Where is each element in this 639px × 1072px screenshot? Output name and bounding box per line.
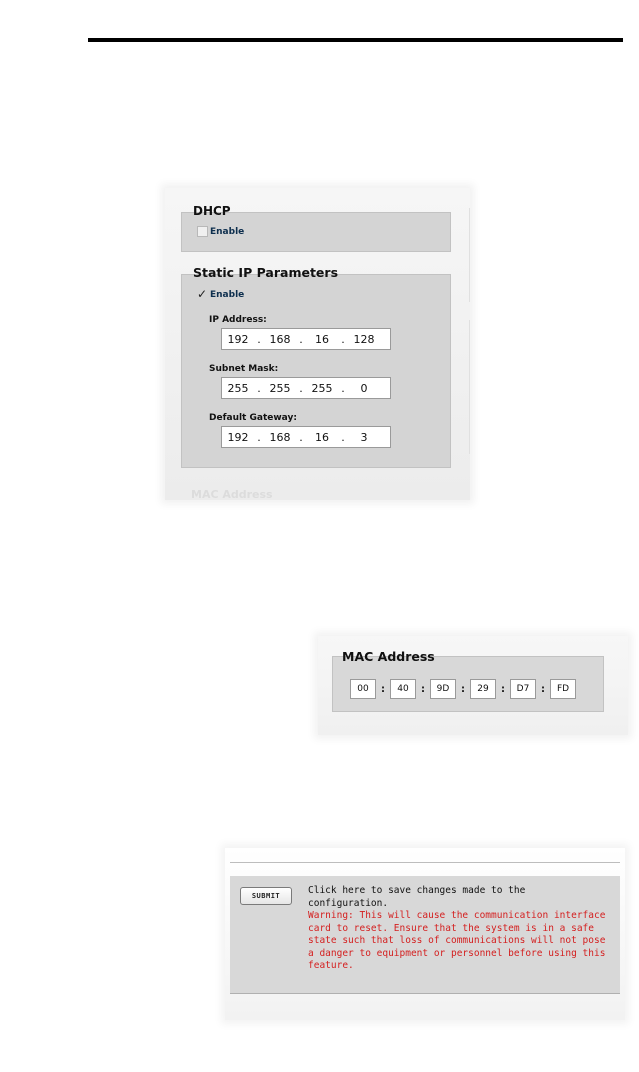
- default-gateway-octet-2[interactable]: 168: [269, 430, 291, 444]
- submit-warning-text: Warning: This will cause the communication interface card to reset. Ensure that the system is in a safe state such that loss of communications will not pose a danger to equipment or personnel before using this feature.: [308, 910, 606, 971]
- mac-address-snippet: [318, 636, 628, 735]
- octet-separator: .: [299, 381, 303, 395]
- ip-address-input[interactable]: [221, 328, 391, 350]
- submit-panel: [230, 876, 620, 994]
- ip-address-octet-4[interactable]: 128: [353, 332, 375, 346]
- divider: [230, 862, 620, 863]
- subnet-mask-octet-4[interactable]: 0: [360, 381, 368, 395]
- mac-address-legend: MAC Address: [342, 649, 435, 664]
- octet-separator: .: [341, 430, 345, 444]
- octet-separator: .: [299, 332, 303, 346]
- ip-address-octet-3[interactable]: 16: [315, 332, 329, 346]
- mac-address-fields: [350, 679, 576, 699]
- mac-separator: :: [421, 683, 425, 695]
- dhcp-legend: DHCP: [193, 204, 231, 218]
- octet-separator: .: [299, 430, 303, 444]
- mac-separator: :: [381, 683, 385, 695]
- mac-byte-1[interactable]: 00: [350, 679, 376, 699]
- ip-address-octet-2[interactable]: 168: [269, 332, 291, 346]
- top-rule: [88, 38, 623, 42]
- submit-description: [308, 885, 608, 973]
- ip-address-label: IP Address:: [209, 315, 267, 325]
- mac-byte-4[interactable]: 29: [470, 679, 496, 699]
- static-ip-enable-row[interactable]: [197, 289, 244, 300]
- submit-button[interactable]: SUBMIT: [240, 887, 292, 905]
- network-settings-snippet: [165, 188, 470, 500]
- mac-byte-5[interactable]: D7: [510, 679, 536, 699]
- subnet-mask-octet-2[interactable]: 255: [269, 381, 291, 395]
- octet-separator: .: [341, 332, 345, 346]
- mac-separator: :: [541, 683, 545, 695]
- mac-byte-3[interactable]: 9D: [430, 679, 456, 699]
- octet-separator: .: [257, 381, 261, 395]
- default-gateway-octet-3[interactable]: 16: [315, 430, 329, 444]
- mac-separator: :: [461, 683, 465, 695]
- mac-address-cutoff-label: MAC Address: [191, 488, 273, 500]
- default-gateway-octet-4[interactable]: 3: [360, 430, 368, 444]
- static-ip-legend: Static IP Parameters: [193, 265, 339, 280]
- submit-snippet: [225, 848, 625, 1020]
- ip-address-octet-1[interactable]: 192: [227, 332, 249, 346]
- subnet-mask-octet-3[interactable]: 255: [311, 381, 333, 395]
- right-column-edge: [469, 320, 470, 454]
- dhcp-enable-label: Enable: [210, 226, 245, 237]
- subnet-mask-octet-1[interactable]: 255: [227, 381, 249, 395]
- dhcp-enable-row[interactable]: [197, 226, 244, 237]
- subnet-mask-input[interactable]: [221, 377, 391, 399]
- mac-separator: :: [501, 683, 505, 695]
- default-gateway-label: Default Gateway:: [209, 413, 297, 423]
- octet-separator: .: [257, 430, 261, 444]
- octet-separator: .: [341, 381, 345, 395]
- default-gateway-octet-1[interactable]: 192: [227, 430, 249, 444]
- mac-byte-2[interactable]: 40: [390, 679, 416, 699]
- subnet-mask-label: Subnet Mask:: [209, 364, 279, 374]
- mac-byte-6[interactable]: FD: [550, 679, 576, 699]
- dhcp-enable-checkbox[interactable]: [197, 226, 208, 237]
- submit-info-text: Click here to save changes made to the configuration.: [308, 885, 526, 909]
- octet-separator: .: [257, 332, 261, 346]
- right-column-edge: [469, 208, 470, 302]
- static-ip-enable-checkbox[interactable]: ✓: [197, 287, 208, 301]
- static-ip-enable-label: Enable: [210, 289, 245, 300]
- default-gateway-input[interactable]: [221, 426, 391, 448]
